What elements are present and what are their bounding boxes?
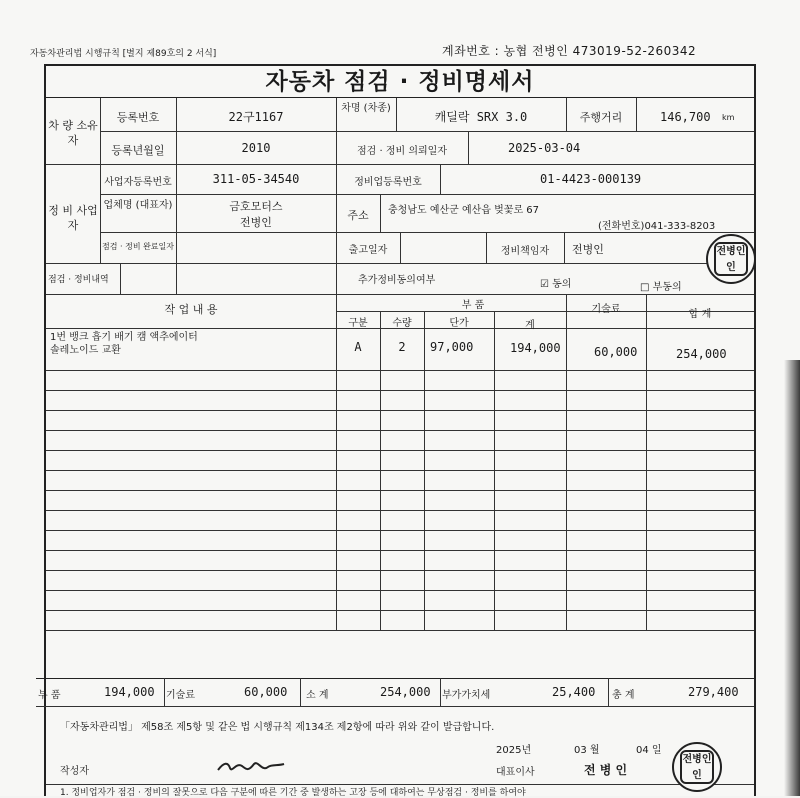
model-label: 차명 (차종) [341,103,391,114]
issue-month: 03 월 [574,745,600,756]
totals-vat-value: 25,400 [552,685,596,699]
model-value: 캐딜락 SRX 3.0 [434,110,528,124]
page-edge-shadow [784,360,800,796]
seal-text-ceo: 전병인인 [680,750,714,784]
table-row-labor: 60,000 [594,345,638,359]
reg-no-label: 등록번호 [116,111,160,124]
col-qty-header: 수량 [392,318,412,329]
totals-grand-value: 279,400 [688,685,739,699]
table-row-price: 97,000 [430,340,474,354]
company-name: 금호모터스 [229,200,283,213]
reg-year-label: 등록년월일 [111,144,165,157]
shop-seal-stamp [706,234,756,284]
phone-value: (전화번호)041-333-8203 [598,221,716,232]
col-total-header: 합 계 [688,309,712,320]
seal-text: 전병인인 [714,242,748,276]
totals-subtotal-value: 254,000 [380,685,431,699]
manager-label: 정비책임자 [500,246,550,257]
reg-no-value: 22구1167 [228,110,284,124]
table-row-sum: 194,000 [510,341,561,355]
company-label: 업체명 (대표자) [103,200,173,211]
owner-section-label: 차 량 소유자 [48,119,98,147]
mileage-value: 146,700 [660,110,711,124]
totals-vat-label: 부가가치세 [442,690,491,701]
totals-grand-label: 총 계 [612,690,635,701]
totals-labor-label: 기술료 [166,690,195,701]
address-label: 주소 [347,209,369,222]
footer-note: 1. 정비업자가 점검 · 정비의 잘못으로 다음 구분에 따른 기간 중 발생하는 고장 등에 대하여는 무상점검 · 정비를 하여야 [60,788,526,798]
col-type-header: 구분 [348,318,368,329]
table-row-type: A [354,340,362,354]
request-date-label: 점검 · 정비 의뢰일자 [357,146,447,157]
work-header: 작 업 내 용 [164,303,218,316]
request-date-value: 2025-03-04 [508,141,581,155]
address-value: 충청남도 예산군 예산읍 벚꽃로 67 [388,205,540,216]
consent-label: 추가정비동의여부 [358,275,436,286]
totals-labor-value: 60,000 [244,685,288,699]
manager-value: 전병인 [572,243,604,256]
author-label: 작성자 [60,766,89,777]
issue-day: 04 일 [636,745,662,756]
totals-parts-label: 부 품 [38,690,61,701]
complete-date-label: 점검 · 정비 완료일자 [102,242,174,251]
col-labor-header: 기술료 [591,304,621,315]
release-date-label: 출고일자 [348,245,388,256]
mileage-unit: km [722,113,735,122]
consent-agree-checkbox: ☑ 동의 [540,279,572,290]
ceo-seal-stamp [672,742,722,792]
col-sum-header: 계 [525,320,535,331]
mileage-label: 주행거리 [579,111,623,124]
table-row-qty: 2 [398,340,406,354]
ceo-label: 대표이사 [496,767,535,778]
details-label: 점검 · 정비내역 [48,275,109,285]
account-number: 계좌번호 : 농협 전병인 473019-52-260342 [442,44,697,58]
page-title: 자동차 점검 · 정비명세서 [46,66,754,98]
shop-reg-label: 정비업등록번호 [354,177,422,188]
shop-section-label: 정 비 사업자 [48,204,98,232]
table-row-work-line1: 1번 뱅크 흡기 배기 캠 액추에이터 [50,332,198,343]
col-price-header: 단가 [449,318,469,329]
shop-reg-value: 01-4423-000139 [540,172,642,186]
totals-subtotal-label: 소 계 [306,690,329,701]
issue-year: 2025년 [496,745,532,756]
table-row-work-line2: 솔레노이드 교환 [50,345,121,356]
issue-statement: 「자동차관리법」 제58조 제5항 및 같은 법 시행규칙 제134조 제2항에 따라 위와 같이 발급합니다. [60,722,495,733]
biz-no-value: 311-05-34540 [212,172,300,186]
form-reference: 자동차관리법 시행규칙 [별지 제89호의 2 서식] [30,49,217,59]
reg-year-value: 2010 [241,141,271,155]
table-row-total: 254,000 [676,347,727,361]
biz-no-label: 사업자등록번호 [104,177,172,188]
totals-parts-value: 194,000 [104,685,155,699]
author-signature-icon [216,758,286,776]
parts-header: 부 품 [461,300,485,311]
ceo-name: 전 병 인 [584,763,628,777]
rep-name: 전병인 [240,216,272,229]
consent-disagree-checkbox: □ 부동의 [640,282,682,293]
